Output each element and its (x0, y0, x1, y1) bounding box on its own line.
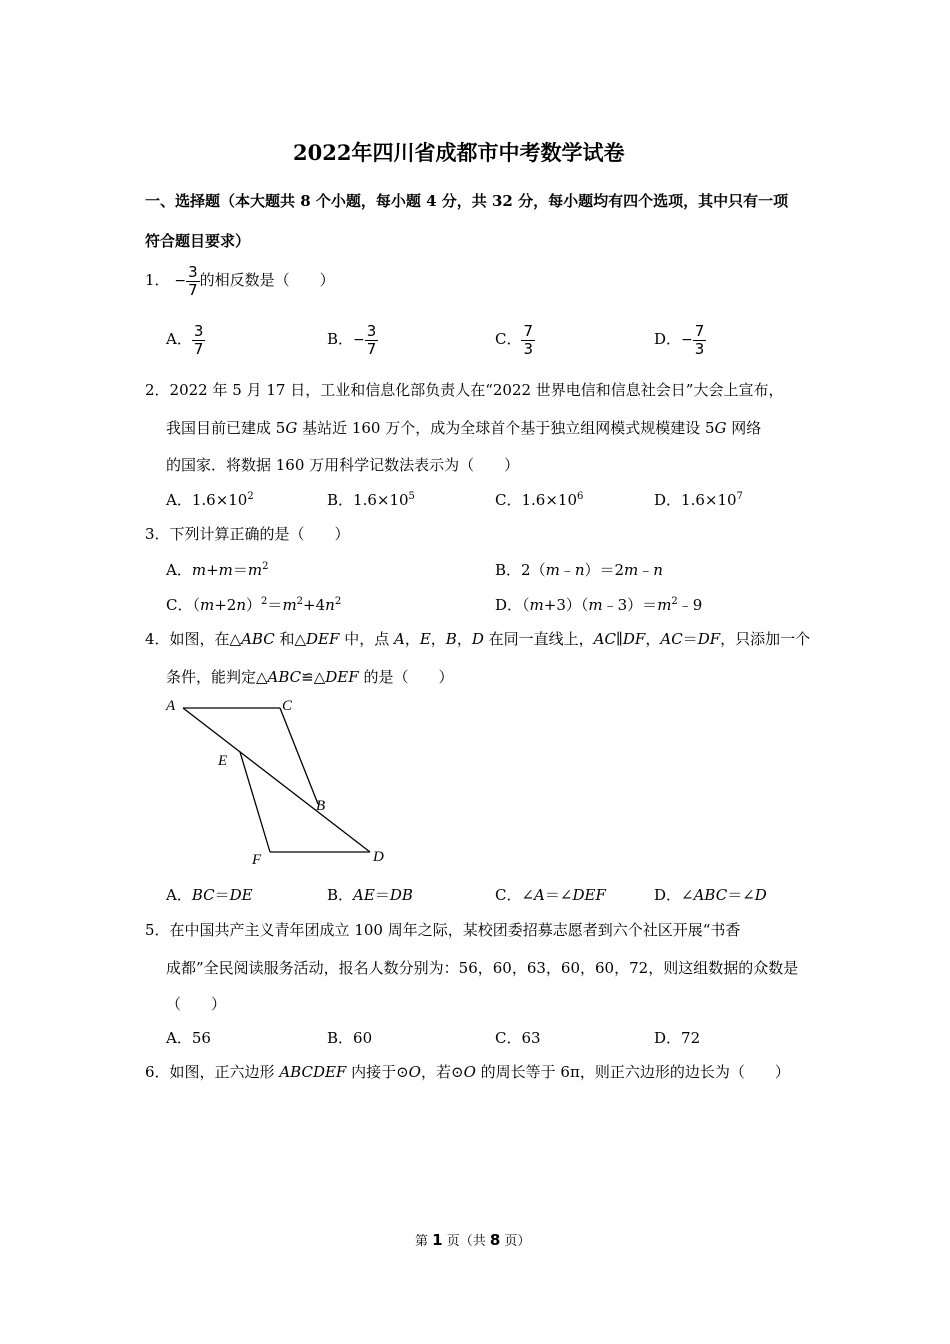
question-2: 2．2022 年 5 月 17 日，工业和信息化部负责人在“2022 世界电信和信息社会日”大会上宣布， (145, 381, 784, 399)
question-5-line3: （ ） (166, 995, 227, 1013)
q3-option-b[interactable]: B．2（m﹣n）＝2m﹣n (495, 561, 663, 579)
triangle-figure (160, 692, 400, 872)
question-number: 2． (145, 381, 170, 399)
question-number: 3． (145, 525, 170, 543)
page-footer: 第 1 页（共 8 页） (415, 1231, 531, 1249)
q5-option-a[interactable]: A．56 (166, 1029, 211, 1047)
question-2-line2: 我国目前已建成 5G 基站近 160 万个，成为全球首个基于独立组网模式规模建设 5G 网络 (166, 419, 762, 437)
question-4-line2: 条件，能判定△ABC≌△DEF 的是（ ） (166, 668, 454, 686)
label-c: C (282, 698, 293, 714)
q1-option-a[interactable]: A． $\frac{3}{7}$ (166, 321, 204, 358)
question-5-line2: 成都”全民阅读服务活动，报名人数分别为：56，60，63，60，60，72，则这组数据的众数是 (166, 959, 799, 977)
label-b: B (316, 798, 326, 814)
q2-option-c[interactable]: C．$1.6\times 10^6$ (495, 491, 584, 509)
section-heading-cont: 符合题目要求） (145, 232, 251, 250)
question-stem: 的相反数是（ ） (199, 271, 335, 289)
q5-option-d[interactable]: D．72 (654, 1029, 701, 1047)
q3-option-d[interactable]: D．$(m+3)(m﹣3)=m^2﹣9$ (495, 596, 703, 614)
page-title: 2022年四川省成都市中考数学试卷 (293, 140, 625, 165)
q1-option-d[interactable]: D．− $\frac{7}{3}$ (654, 321, 705, 358)
q4-option-b[interactable]: B．AE＝DB (327, 886, 413, 904)
question-number: 5． (145, 921, 170, 939)
label-e: E (218, 753, 228, 769)
q2-option-d[interactable]: D．$1.6\times 10^7$ (654, 491, 743, 509)
q2-option-a[interactable]: A．$1.6\times 10^2$ (166, 491, 254, 509)
question-2-line3: 的国家．将数据 160 万用科学记数法表示为（ ） (166, 456, 520, 474)
segment-ef (240, 752, 270, 852)
question-3: 3．下列计算正确的是（ ） (145, 525, 350, 543)
q2-option-b[interactable]: B．$1.6\times 10^5$ (327, 491, 415, 509)
label-d: D (373, 849, 384, 865)
q1-option-b[interactable]: B．− $\frac{3}{7}$ (327, 321, 377, 358)
q5-option-c[interactable]: C．63 (495, 1029, 541, 1047)
q1-option-c[interactable]: C． $\frac{7}{3}$ (495, 321, 534, 358)
minus-sign: − (174, 273, 187, 289)
q3-option-c[interactable]: C．$(m+2n)^2=m^2+4n^2$ (166, 596, 342, 614)
section-heading: 一、选择题（本大题共 8 个小题，每小题 4 分，共 32 分，每小题均有四个选项，其中只有一项 (145, 192, 789, 210)
question-1 (145, 263, 335, 299)
question-number: 6． (145, 1063, 170, 1081)
question-number: 1． (145, 271, 170, 289)
page-number: 1 (432, 1231, 443, 1249)
q5-option-b[interactable]: B．60 (327, 1029, 373, 1047)
question-5: 5．在中国共产主义青年团成立 100 周年之际，某校团委招募志愿者到六个社区开展“书香 (145, 921, 741, 939)
segment-cb (280, 708, 318, 804)
fraction: $\frac{3}{7}$ (188, 262, 198, 299)
question-number: 4． (145, 630, 170, 648)
q4-option-c[interactable]: C．∠A＝∠DEF (495, 886, 606, 904)
label-f: F (252, 852, 262, 868)
q4-option-d[interactable]: D．∠ABC＝∠D (654, 886, 767, 904)
segment-ad (183, 708, 370, 852)
label-a: A (166, 698, 176, 714)
page-total: 8 (489, 1231, 501, 1249)
q3-option-a[interactable]: A．$m+m=m^2$ (166, 561, 269, 579)
q4-option-a[interactable]: A．BC＝DE (166, 886, 253, 904)
question-4: 4．如图，在△ABC 和△DEF 中，点 A，E，B，D 在同一直线上，AC∥DF，AC＝DF，只添加一个 (145, 630, 811, 648)
question-6: 6．如图，正六边形 ABCDEF 内接于⊙O，若⊙O 的周长等于 6π，则正六边形的边长为（ ） (145, 1063, 790, 1081)
